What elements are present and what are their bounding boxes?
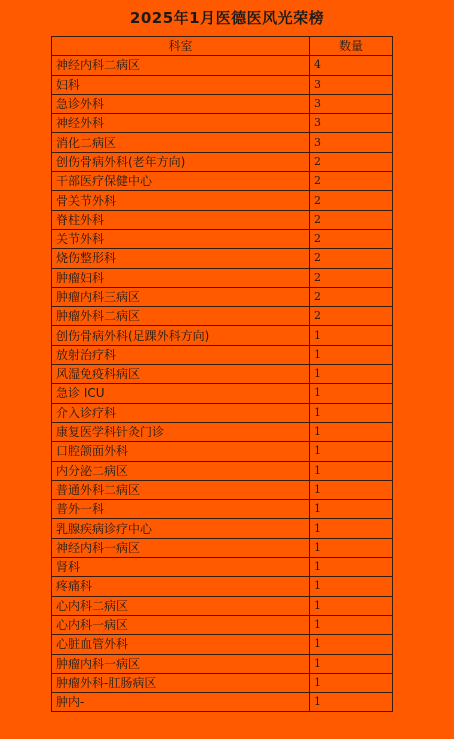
table-row bbox=[52, 94, 393, 113]
department-cell: 肿瘤妇科 bbox=[52, 268, 310, 287]
department-cell: 肿瘤内科三病区 bbox=[52, 287, 310, 306]
count-cell: 1 bbox=[310, 558, 393, 577]
table-body bbox=[52, 56, 393, 712]
table-row bbox=[52, 403, 393, 422]
department-cell: 肾科 bbox=[52, 558, 310, 577]
department-cell: 心脏血管外科 bbox=[52, 635, 310, 654]
count-cell: 3 bbox=[310, 94, 393, 113]
table-row bbox=[52, 268, 393, 287]
department-cell: 康复医学科针灸门诊 bbox=[52, 422, 310, 441]
table-row bbox=[52, 75, 393, 94]
table-row bbox=[52, 287, 393, 306]
count-cell: 2 bbox=[310, 229, 393, 248]
department-cell: 心内科二病区 bbox=[52, 596, 310, 615]
count-cell: 1 bbox=[310, 693, 393, 712]
table-row bbox=[52, 56, 393, 75]
department-cell: 放射治疗科 bbox=[52, 345, 310, 364]
department-cell: 口腔颌面外科 bbox=[52, 442, 310, 461]
department-cell: 急诊 ICU bbox=[52, 384, 310, 403]
table-row bbox=[52, 172, 393, 191]
count-cell: 2 bbox=[310, 191, 393, 210]
department-cell: 创伤骨病外科(老年方向) bbox=[52, 152, 310, 171]
table-header-row bbox=[52, 37, 393, 56]
table-row bbox=[52, 229, 393, 248]
department-cell: 干部医疗保健中心 bbox=[52, 172, 310, 191]
count-cell: 1 bbox=[310, 654, 393, 673]
count-cell: 1 bbox=[310, 673, 393, 692]
table-row bbox=[52, 442, 393, 461]
count-cell: 3 bbox=[310, 133, 393, 152]
table-row bbox=[52, 307, 393, 326]
table-row bbox=[52, 577, 393, 596]
count-cell: 1 bbox=[310, 422, 393, 441]
table-row bbox=[52, 480, 393, 499]
count-cell: 1 bbox=[310, 384, 393, 403]
table-row bbox=[52, 114, 393, 133]
count-cell: 1 bbox=[310, 635, 393, 654]
table-row bbox=[52, 461, 393, 480]
count-cell: 1 bbox=[310, 461, 393, 480]
count-cell: 2 bbox=[310, 307, 393, 326]
count-cell: 1 bbox=[310, 365, 393, 384]
table-row bbox=[52, 635, 393, 654]
count-cell: 1 bbox=[310, 326, 393, 345]
department-cell: 肿瘤外科-肛肠病区 bbox=[52, 673, 310, 692]
department-cell: 肿内- bbox=[52, 693, 310, 712]
department-cell: 内分泌二病区 bbox=[52, 461, 310, 480]
table-row bbox=[52, 422, 393, 441]
department-cell: 烧伤整形科 bbox=[52, 249, 310, 268]
department-cell: 疼痛科 bbox=[52, 577, 310, 596]
count-cell: 2 bbox=[310, 268, 393, 287]
count-cell: 4 bbox=[310, 56, 393, 75]
count-cell: 1 bbox=[310, 538, 393, 557]
table-row bbox=[52, 152, 393, 171]
count-cell: 1 bbox=[310, 403, 393, 422]
table-row bbox=[52, 596, 393, 615]
count-cell: 2 bbox=[310, 152, 393, 171]
table-row bbox=[52, 615, 393, 634]
table-row bbox=[52, 210, 393, 229]
department-cell: 创伤骨病外科(足踝外科方向) bbox=[52, 326, 310, 345]
department-cell: 神经内科二病区 bbox=[52, 56, 310, 75]
page-title: 2025年1月医德医风光荣榜 bbox=[129, 9, 325, 27]
table-header bbox=[52, 37, 393, 56]
department-cell: 肿瘤内科一病区 bbox=[52, 654, 310, 673]
department-cell: 乳腺疾病诊疗中心 bbox=[52, 519, 310, 538]
table-row bbox=[52, 538, 393, 557]
department-cell: 普外一科 bbox=[52, 500, 310, 519]
count-cell: 2 bbox=[310, 249, 393, 268]
department-cell: 神经外科 bbox=[52, 114, 310, 133]
count-cell: 3 bbox=[310, 75, 393, 94]
count-cell: 1 bbox=[310, 519, 393, 538]
department-cell: 风湿免疫科病区 bbox=[52, 365, 310, 384]
department-cell: 普通外科二病区 bbox=[52, 480, 310, 499]
count-cell: 1 bbox=[310, 480, 393, 499]
department-cell: 妇科 bbox=[52, 75, 310, 94]
count-cell: 1 bbox=[310, 345, 393, 364]
table-row bbox=[52, 384, 393, 403]
column-header-department: 科室 bbox=[52, 37, 310, 56]
table-row bbox=[52, 133, 393, 152]
honor-roll-table bbox=[51, 36, 393, 712]
table-row bbox=[52, 519, 393, 538]
table-row bbox=[52, 500, 393, 519]
department-cell: 脊柱外科 bbox=[52, 210, 310, 229]
count-cell: 1 bbox=[310, 596, 393, 615]
table-row bbox=[52, 345, 393, 364]
table-row bbox=[52, 558, 393, 577]
count-cell: 1 bbox=[310, 500, 393, 519]
table-row bbox=[52, 191, 393, 210]
table-row bbox=[52, 365, 393, 384]
department-cell: 神经内科一病区 bbox=[52, 538, 310, 557]
count-cell: 2 bbox=[310, 287, 393, 306]
department-cell: 介入诊疗科 bbox=[52, 403, 310, 422]
table-row bbox=[52, 693, 393, 712]
table-row bbox=[52, 249, 393, 268]
department-cell: 关节外科 bbox=[52, 229, 310, 248]
table-row bbox=[52, 673, 393, 692]
count-cell: 3 bbox=[310, 114, 393, 133]
department-cell: 心内科一病区 bbox=[52, 615, 310, 634]
department-cell: 急诊外科 bbox=[52, 94, 310, 113]
column-header-count: 数量 bbox=[310, 37, 393, 56]
department-cell: 骨关节外科 bbox=[52, 191, 310, 210]
table-row bbox=[52, 654, 393, 673]
count-cell: 1 bbox=[310, 615, 393, 634]
count-cell: 2 bbox=[310, 172, 393, 191]
table-row bbox=[52, 326, 393, 345]
count-cell: 1 bbox=[310, 442, 393, 461]
department-cell: 消化二病区 bbox=[52, 133, 310, 152]
count-cell: 1 bbox=[310, 577, 393, 596]
department-cell: 肿瘤外科二病区 bbox=[52, 307, 310, 326]
count-cell: 2 bbox=[310, 210, 393, 229]
